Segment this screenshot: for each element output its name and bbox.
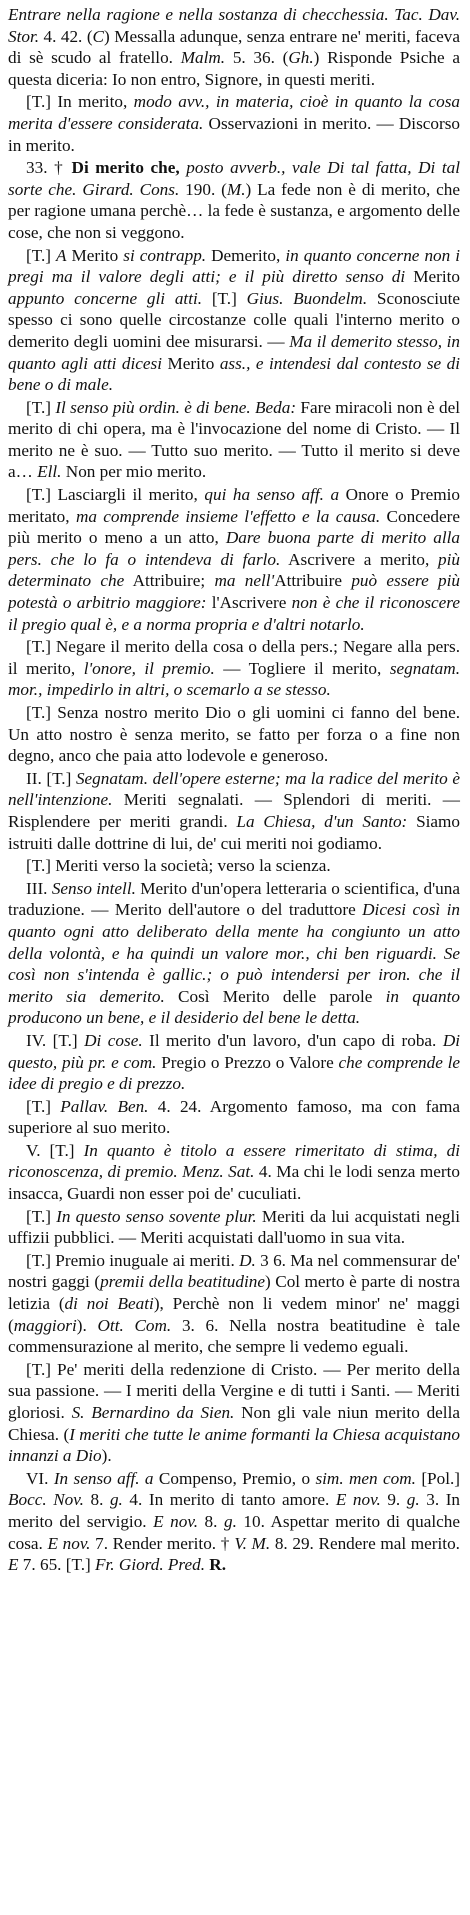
entry-paragraph xyxy=(8,4,460,90)
entry-paragraph xyxy=(8,768,460,854)
text-run: 8. xyxy=(83,1490,110,1510)
italic-run: g. xyxy=(406,1490,420,1510)
italic-run: in quanto concerne non i pregi ma il valore degli atti; e il più diretto senso di xyxy=(8,245,461,287)
italic-run: Gh. xyxy=(288,48,314,68)
text-run: [T.] Lasciargli il merito, xyxy=(26,485,205,505)
entry-paragraph xyxy=(8,855,460,877)
text-run: Attribuire; xyxy=(124,571,215,591)
italic-run: Gius. Buondelm. xyxy=(246,288,368,308)
text-run: Pregio o Prezzo o Valore xyxy=(156,1052,339,1072)
italic-run: Bocc. Nov. xyxy=(8,1490,84,1510)
text-run: Demerito, xyxy=(206,245,286,265)
text-run: 4. Ma chi le lodi senza merto insacca, Guardi non esser poi de' cuculiati. xyxy=(8,1162,461,1204)
italic-run: Di questo, più pr. e com. xyxy=(8,1030,460,1072)
italic-run: Ott. Com. xyxy=(97,1315,172,1335)
italic-run: qui ha senso aff. a xyxy=(204,485,340,505)
entry-paragraph xyxy=(8,1250,460,1358)
text-run: Così Merito delle parole xyxy=(164,986,386,1006)
text-run: ) Col merto è parte di nostra letizia ( xyxy=(8,1272,460,1314)
text-run: [T.] xyxy=(202,288,247,308)
text-run: ) La fede non è di merito, che per ragione umana perchè… la fede è sustanza, e argomento delle cose, che non si veggono. xyxy=(8,179,460,242)
entry-paragraph xyxy=(8,1140,460,1205)
italic-run: In senso aff. a xyxy=(53,1468,154,1488)
entry-paragraph xyxy=(8,1096,460,1139)
entry-paragraph xyxy=(8,1206,460,1249)
entry-paragraph xyxy=(8,484,460,635)
italic-run: E nov. xyxy=(47,1533,91,1553)
text-run: [T.] xyxy=(26,1096,61,1116)
italic-run: E nov. xyxy=(335,1490,381,1510)
italic-run: g. xyxy=(109,1490,123,1510)
text-run: [T.] Premio inuguale ai meriti. xyxy=(26,1250,240,1270)
italic-run: si contrapp. xyxy=(123,245,207,265)
text-run: 3. In merito del servigio. xyxy=(8,1490,461,1531)
text-run: 7. Render merito. † xyxy=(90,1533,235,1553)
italic-run: in quanto producono un bene, e il desiderio del bene le detta. xyxy=(8,986,460,1028)
text-run: 7. 65. [T.] xyxy=(18,1555,96,1575)
text-run: Meriti segnalati. — Splendori di meriti. — Risplendere per meriti grandi. xyxy=(8,790,460,831)
italic-run: non è che il riconoscere il pregio qual è, e a norma propria e d'altri notarlo. xyxy=(8,593,460,634)
dictionary-entry-column xyxy=(8,4,460,1576)
text-run: 3. 6. Nella nostra beatitudine è tale commensurazione al merito, che sempre li vedemo eguali. xyxy=(8,1315,460,1357)
text-run: VI. xyxy=(26,1468,54,1488)
italic-run: Dicesi così in quanto ogni atto deliberato della mente ha congiunto un atto della volontà, e ha quindi un valore mor., chi ben riguardi. Se così non s'intenda è gallic.; o può intendersi per iron. che il merito sia demerito. xyxy=(8,900,460,1006)
text-run: 33. † xyxy=(26,158,72,178)
text-run: [Pol.] xyxy=(415,1468,461,1488)
text-run: Merito d'un'opera letteraria o scientifica, d'una traduzione. — Merito dell'autore o del traduttore xyxy=(8,878,460,920)
bold-run: Di merito che, xyxy=(71,158,180,178)
italic-run: Senso intell. xyxy=(51,878,136,898)
text-run: Concedere più merito o meno a un atto, xyxy=(8,506,461,548)
text-run: [T.] Meriti verso la società; verso la scienza. xyxy=(26,856,331,876)
text-run: [T.] In merito, xyxy=(26,92,134,112)
text-run: 9. xyxy=(380,1490,407,1510)
text-run: V. [T.] xyxy=(26,1140,84,1160)
italic-run: posto avverb., vale Di tal fatta, Di tal sorte che. Girard. Cons. xyxy=(8,158,461,199)
text-run: III. xyxy=(26,878,52,898)
italic-run: può essere più potestà o arbitrio maggiore: xyxy=(8,571,460,613)
italic-run: che comprende le idee di pregio e di prezzo. xyxy=(8,1052,461,1094)
text-run: [T.] Pe' meriti della redenzione di Cristo. — Per merito della sua passione. — I meriti della Vergine e di tutti i Santi. — Meriti gloriosi. xyxy=(8,1359,460,1422)
text-run: ). xyxy=(101,1446,112,1466)
text-run: Fare miracoli non è del merito di chi opera, ma è l'invocazione del nome di Cristo. — Il merito ne è suo. — Tutto suo merito. — Tutto il merito si deve a… xyxy=(8,397,460,482)
text-run: Sconosciute spesso ci sono quelle circostanze colle quali l'interno merito o demerito degli uomini dee misurarsi. — xyxy=(8,288,460,351)
text-run: ) Messalla adunque, senza entrare ne' meriti, faceva di sè scudo al fratello. xyxy=(8,26,460,68)
text-run: Compenso, Premio, o xyxy=(153,1468,316,1488)
text-run: Ascrivere a merito, xyxy=(280,549,439,569)
italic-run: Entrare nella ragione e nella sostanza di checchessia. Tac. Dav. Stor. xyxy=(8,5,460,46)
italic-run: segnatam. mor., impedirlo in altri, o scemarlo a se stesso. xyxy=(8,658,460,700)
italic-run: V. M. xyxy=(234,1533,271,1553)
text-run: ). xyxy=(76,1315,98,1335)
text-run: [T.] xyxy=(26,245,56,265)
text-run: Attribuire xyxy=(274,571,352,591)
italic-run: Segnatam. dell'opere esterne; ma la radice del merito è nell'intenzione. xyxy=(8,768,460,810)
text-run: Non gli vale niun merito della Chiesa. ( xyxy=(8,1403,460,1444)
entry-paragraph xyxy=(8,636,460,701)
text-run: l'Ascrivere xyxy=(206,593,292,613)
italic-run: In quanto è titolo a essere rimeritato di stima, di riconoscenza, di premio. Menz. Sat. xyxy=(8,1140,460,1182)
text-run: 5. 36. ( xyxy=(225,48,289,68)
text-run: [T.] xyxy=(26,1206,57,1226)
entry-paragraph xyxy=(8,397,460,483)
italic-run: modo avv., in materia, cioè in quanto la cosa merita d'essere considerata. xyxy=(8,92,460,133)
italic-run: I meriti che tutte le anime formanti la Chiesa acquistano innanzi a Dio xyxy=(8,1424,460,1466)
italic-run: di noi Beati xyxy=(64,1294,154,1314)
italic-run: Di cose. xyxy=(84,1030,143,1050)
text-run: Osservazioni in merito. — Discorso in merito. xyxy=(8,113,460,155)
entry-paragraph xyxy=(8,245,460,396)
text-run: Il merito d'un lavoro, d'un capo di roba. xyxy=(142,1030,443,1050)
italic-run: S. Bernardino da Sien. xyxy=(71,1403,235,1422)
text-run: Siamo istruiti dalle dottrine di lui, de' cui meriti noi godiamo. xyxy=(8,811,461,853)
italic-run: Ma il demerito stesso, in quanto agli atti dicesi xyxy=(8,331,460,373)
italic-run: C xyxy=(92,26,105,46)
text-run: [T.] Senza nostro merito Dio o gli uomini ci fanno del bene. Un atto nostro è senza merito, se fatto per forza o a fine non degno, anco che paia atto lodevole e generoso. xyxy=(8,703,460,766)
italic-run: Ell. xyxy=(37,462,62,482)
entry-paragraph xyxy=(8,1359,460,1467)
entry-paragraph xyxy=(8,1468,460,1576)
text-run: 4. In merito di tanto amore. xyxy=(122,1490,336,1510)
text-run: Onore o Premio meritato, xyxy=(8,485,460,526)
italic-run: più determinato che xyxy=(8,549,460,591)
italic-run: ma comprende insieme l'effetto e la causa. xyxy=(75,506,381,526)
entry-paragraph xyxy=(8,878,460,1029)
text-run: 8. 29. Rendere mal merito. xyxy=(270,1533,460,1553)
text-run: Merito xyxy=(162,353,220,373)
text-run: 8. xyxy=(198,1511,224,1531)
text-run: 4. 24. Argomento famoso, ma con fama superiore al suo merito. xyxy=(8,1096,460,1138)
italic-run: Pallav. Ben. xyxy=(60,1096,149,1116)
italic-run: Dare buona parte di merito alla pers. che lo fa o intendeva di farlo. xyxy=(8,528,460,569)
italic-run: In questo senso sovente plur. xyxy=(56,1206,257,1226)
italic-run: ma nell' xyxy=(214,571,275,591)
italic-run: premii della beatitudine xyxy=(100,1272,265,1292)
italic-run: sim. men com. xyxy=(315,1468,416,1488)
bold-run: R. xyxy=(209,1555,227,1575)
italic-run: appunto concerne gli atti. xyxy=(8,288,203,308)
text-run: Merito xyxy=(66,245,124,265)
text-run: [T.] xyxy=(26,397,56,417)
text-run: II. [T.] xyxy=(26,768,76,788)
text-run: Meriti da lui acquistati negli uffizii pubblici. — Meriti acquistati dall'uomo in sua vita. xyxy=(8,1206,461,1248)
italic-run: maggiori xyxy=(13,1315,77,1335)
italic-run: E nov. xyxy=(153,1511,199,1531)
text-run: 190. ( xyxy=(179,179,227,199)
italic-run: Il senso più ordin. è di bene. Beda: xyxy=(55,397,297,417)
italic-run: g. xyxy=(223,1511,237,1531)
italic-run: ass., e intendesi dal contesto se di bene o di male. xyxy=(8,353,461,395)
italic-run: D. xyxy=(239,1250,256,1270)
text-run: 4. 42. ( xyxy=(39,26,93,46)
text-run: [T.] Negare il merito della cosa o della pers.; Negare alla pers. il merito, xyxy=(8,637,460,678)
text-run: IV. [T.] xyxy=(26,1030,85,1050)
text-run: 10. Aspettar merito di qualche cosa. xyxy=(8,1511,460,1553)
italic-run: E xyxy=(8,1555,19,1575)
text-run: ), Perchè non li vedem minor' ne' maggi ( xyxy=(8,1294,460,1335)
text-run: Merito xyxy=(405,267,461,287)
entry-paragraph xyxy=(8,702,460,767)
italic-run: La Chiesa, d'un Santo: xyxy=(236,811,408,831)
entry-paragraph xyxy=(8,91,460,156)
italic-run: Fr. Giord. Pred. xyxy=(95,1555,205,1575)
text-run: — Togliere il merito, xyxy=(214,658,390,678)
italic-run: M. xyxy=(226,179,246,199)
entry-paragraph xyxy=(8,1030,460,1095)
text-run: ) Risponde Psiche a questa diceria: Io non entro, Signore, in questi meriti. xyxy=(8,48,460,89)
text-run: 3 6. Ma nel commensurar de' nostri gaggi ( xyxy=(8,1250,460,1292)
italic-run: Malm. xyxy=(180,48,226,68)
italic-run: A xyxy=(55,245,67,265)
text-run: Non per mio merito. xyxy=(61,462,207,482)
italic-run: l'onore, il premio. xyxy=(83,658,215,678)
entry-paragraph xyxy=(8,157,460,243)
